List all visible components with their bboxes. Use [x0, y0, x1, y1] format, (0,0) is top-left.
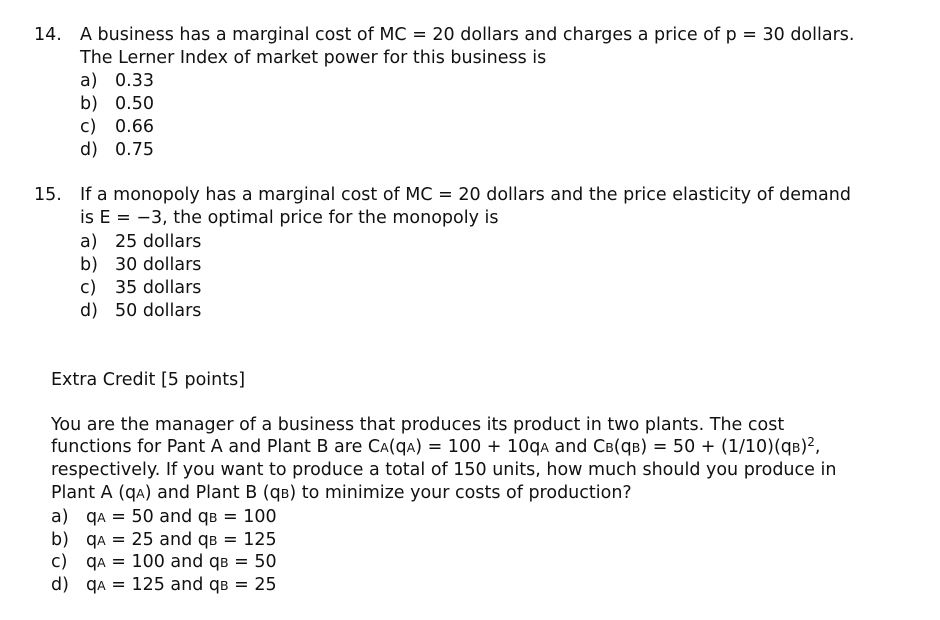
text-run: and C — [548, 437, 606, 457]
option-letter: c) — [80, 278, 97, 298]
question-15-option-a[interactable] — [80, 231, 201, 254]
text-run: q — [86, 575, 98, 595]
text-run: ) to minimize your costs of production? — [289, 483, 632, 503]
question-14-stem-line-2: The Lerner Index of market power for this business is — [80, 48, 547, 68]
option-letter: b) — [80, 255, 98, 275]
subscript: B — [208, 510, 218, 525]
subscript: B — [208, 533, 218, 548]
option-letter: b) — [80, 94, 98, 114]
option-letter: a) — [80, 232, 98, 252]
text-run: = 100 and q — [105, 552, 221, 572]
text-run: = 125 and q — [105, 575, 221, 595]
option-letter: a) — [51, 507, 69, 527]
option-text: 30 dollars — [115, 255, 202, 275]
option-letter: a) — [80, 71, 98, 91]
text-run: (q — [613, 437, 632, 457]
option-text: 25 dollars — [115, 232, 202, 252]
subscript: A — [136, 486, 145, 501]
question-14-stem-line-1: A business has a marginal cost of MC = 20 dollars and charges a price of p = 30 dollars. — [80, 25, 855, 45]
text-run: = 25 — [228, 575, 277, 595]
superscript: 2 — [807, 435, 815, 449]
option-letter: d) — [51, 575, 69, 595]
option-text: 0.75 — [115, 140, 154, 160]
text-run: ) — [800, 437, 808, 457]
extra-credit-option-d[interactable] — [51, 574, 277, 598]
question-14-option-c[interactable] — [80, 116, 154, 139]
subscript: B — [280, 486, 290, 501]
text-run: = 50 and q — [105, 507, 209, 527]
extra-credit-option-a[interactable] — [51, 506, 277, 530]
text-run: ) and Plant B (q — [144, 483, 281, 503]
text-run: ) = 100 + 10q — [415, 437, 541, 457]
extra-credit-heading: Extra Credit [5 points] — [51, 370, 246, 390]
subscript: B — [631, 440, 641, 455]
question-15-option-c[interactable] — [80, 277, 201, 300]
text-run: = 25 and q — [105, 530, 209, 550]
question-15-option-d[interactable] — [80, 300, 201, 323]
option-letter: d) — [80, 140, 98, 160]
text-run: q — [86, 552, 98, 572]
option-letter: c) — [80, 117, 97, 137]
text-run: ) = 50 + (1/10)(q — [640, 437, 792, 457]
subscript: A — [97, 578, 106, 593]
question-14-option-a[interactable] — [80, 70, 154, 93]
option-text: 50 dollars — [115, 301, 202, 321]
text-run: , — [814, 437, 821, 457]
question-15-number: 15. — [34, 185, 62, 205]
subscript: A — [97, 510, 106, 525]
option-text: 0.50 — [115, 94, 154, 114]
text-run: Plant A (q — [51, 483, 137, 503]
question-15-stem-line-2: is E = −3, the optimal price for the monopoly is — [80, 208, 499, 228]
subscript: A — [380, 440, 389, 455]
option-letter: d) — [80, 301, 98, 321]
extra-credit-stem-line-1: You are the manager of a business that produces its product in two plants. The cost — [51, 415, 785, 435]
question-14-option-d[interactable] — [80, 139, 154, 162]
text-run: functions for Pant A and Plant B are C — [51, 437, 381, 457]
subscript: A — [406, 440, 416, 455]
text-run: = 100 — [217, 507, 277, 527]
extra-credit-stem-line-3: respectively. If you want to produce a total of 150 units, how much should you produce in — [51, 460, 837, 480]
text-run: (q — [388, 437, 407, 457]
question-14-option-b[interactable] — [80, 93, 154, 116]
subscript: B — [605, 440, 614, 455]
extra-credit-option-c[interactable] — [51, 551, 277, 575]
question-15-stem-line-1: If a monopoly has a marginal cost of MC = 20 dollars and the price elasticity of demand — [80, 185, 851, 205]
option-text: 0.33 — [115, 71, 154, 91]
text-run: = 125 — [217, 530, 277, 550]
extra-credit-stem-line-4 — [51, 482, 632, 506]
text-run: = 50 — [228, 552, 277, 572]
subscript: B — [220, 578, 229, 593]
option-text: 35 dollars — [115, 278, 202, 298]
subscript: A — [97, 555, 106, 570]
text-run: q — [86, 530, 98, 550]
question-14-number: 14. — [34, 25, 62, 45]
text-run: q — [86, 507, 98, 527]
option-letter: c) — [51, 552, 68, 572]
extra-credit-option-b[interactable] — [51, 529, 277, 553]
subscript: A — [97, 533, 106, 548]
extra-credit-stem-line-2 — [51, 436, 821, 460]
option-letter: b) — [51, 530, 69, 550]
subscript: B — [220, 555, 229, 570]
subscript: B — [791, 440, 801, 455]
subscript: A — [540, 440, 549, 455]
question-15-option-b[interactable] — [80, 254, 201, 277]
option-text: 0.66 — [115, 117, 154, 137]
